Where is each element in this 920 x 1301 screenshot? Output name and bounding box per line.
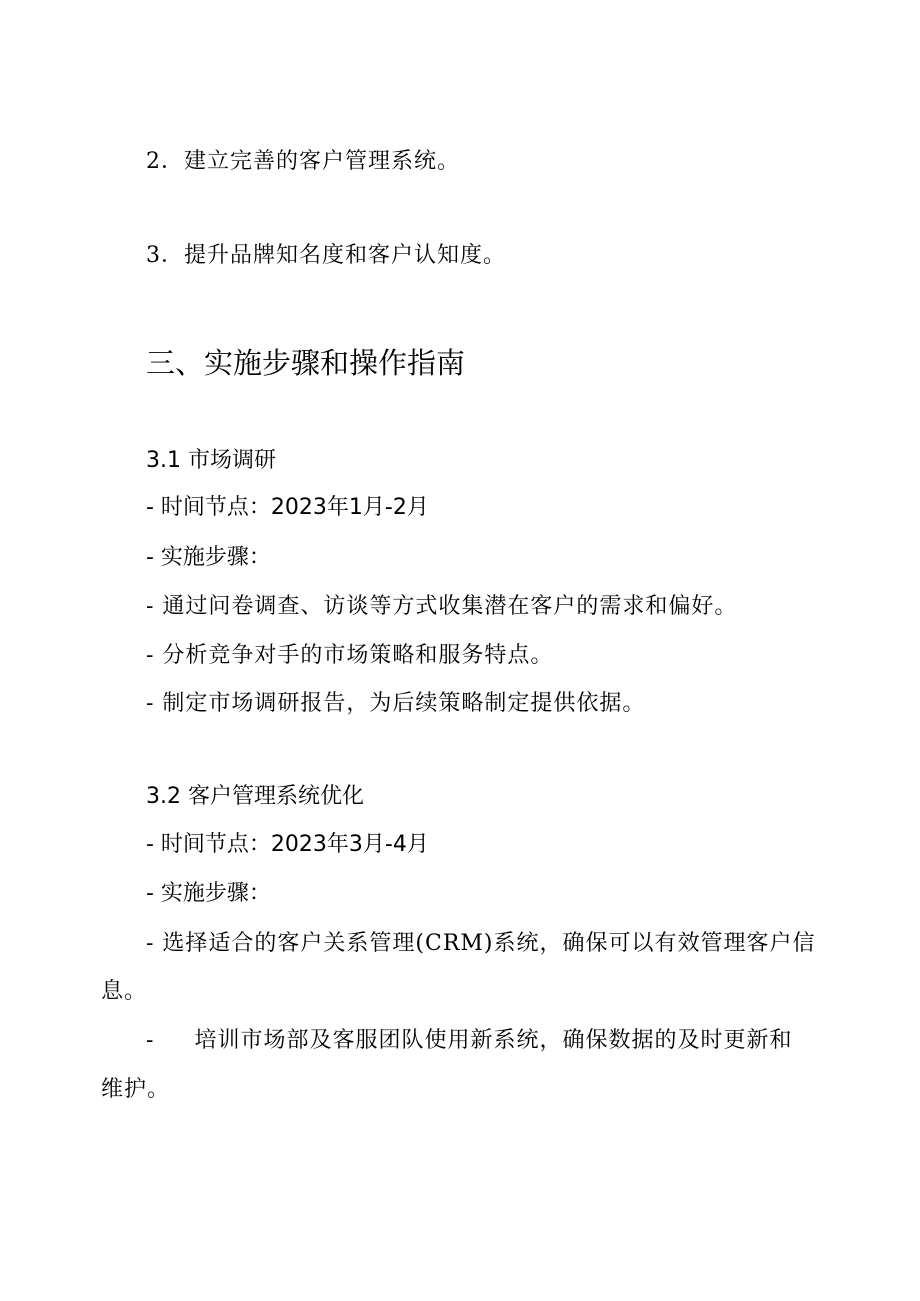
- step-item-text: 培训市场部及客服团队使用新系统，确保数据的及时更新和: [194, 1028, 793, 1053]
- section-title: 三、实施步骤和操作指南: [146, 346, 466, 380]
- goal-text: ．建立完善的客户管理系统。: [161, 149, 461, 174]
- step-item: - 分析竞争对手的市场策略和服务特点。: [146, 643, 554, 668]
- step-item-2-line-1: [146, 1030, 792, 1052]
- steps-label-3-2: - 实施步骤：: [146, 881, 271, 906]
- goal-item-3: [146, 245, 506, 267]
- timeline-3-2: - 时间节点：2023年3月-4月: [146, 832, 429, 857]
- goal-text: ．提升品牌知名度和客户认知度。: [161, 243, 507, 268]
- step-item-line-2: 息。: [101, 979, 148, 1004]
- steps-label-3-1: - 实施步骤：: [146, 545, 271, 570]
- step-item: - 通过问卷调查、访谈等方式收集潜在客户的需求和偏好。: [146, 594, 738, 619]
- step-item: - 制定市场调研报告，为后续策略制定提供依据。: [146, 691, 646, 716]
- step-item-2-line-2: 维护。: [101, 1077, 171, 1102]
- list-dash: -: [146, 1028, 155, 1053]
- goal-number: 2: [146, 149, 161, 174]
- subsection-heading-3-1: 3.1 市场调研: [146, 448, 276, 473]
- timeline-3-1: - 时间节点：2023年1月-2月: [146, 495, 429, 520]
- goal-number: 3: [146, 243, 161, 268]
- subsection-heading-3-2: 3.2 客户管理系统优化: [146, 784, 364, 809]
- step-item-line-1: - 选择适合的客户关系管理(CRM)系统，确保可以有效管理客户信: [146, 931, 816, 956]
- goal-item-2: [146, 151, 460, 173]
